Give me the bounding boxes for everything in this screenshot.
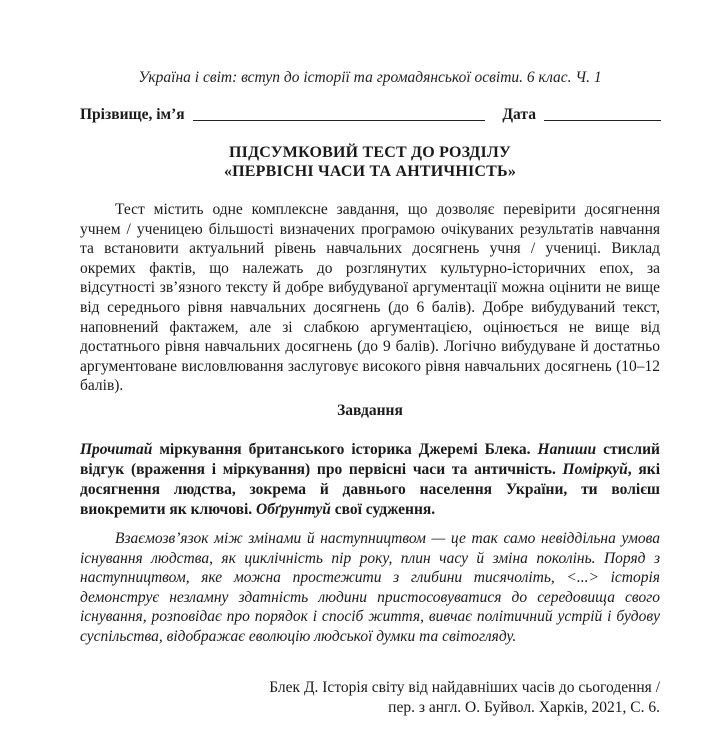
title-line-1: ПІДСУМКОВИЙ ТЕСТ ДО РОЗДІЛУ	[229, 144, 511, 161]
title-line-2: «ПЕРВІСНІ ЧАСИ ТА АНТИЧНІСТЬ»	[223, 163, 517, 180]
task-text-1: міркування британського історика Джеремі Блека.	[152, 441, 538, 458]
task-verb-read: Прочитай	[80, 441, 153, 458]
task-verb-think: Поміркуй	[562, 461, 628, 478]
source-line-1: Блек Д. Історія світу від найдавніших часів до сьогодення /	[269, 679, 660, 696]
date-label: Дата	[502, 106, 536, 123]
test-title	[80, 143, 660, 181]
task-text-2: стислий відгук (враження і міркування) про первісні часи та античність.	[80, 441, 660, 478]
name-field[interactable]	[193, 107, 485, 121]
quote-source	[140, 678, 660, 718]
task-heading: Завдання	[337, 402, 403, 419]
name-label: Прізвище, ім’я	[80, 106, 185, 123]
book-header: Україна і світ: вступ до історії та громадянської освіти. 6 клас. Ч. 1	[138, 69, 602, 86]
task-text-4: свої судження.	[330, 501, 436, 518]
student-info-line	[80, 106, 660, 124]
task-verb-write: Напиши	[537, 441, 597, 458]
task-instructions	[80, 440, 660, 520]
quote-paragraph: Взаємозв’язок між змінами й наступництвом — це так само невіддільна умова існування людства, як циклічність пір року, плин часу й зміна поколінь. Поряд з наступництвом, яке можна простежити з глибини тисячоліть, <...> історія демонструє незламну здатність людини пристосовуватися до середовища свого існування, розповідає про порядок і спосіб життя, вивчає політичний устрій і будову суспільства, відображає еволюцію людської думки та світогляду.	[80, 530, 660, 645]
task-verb-justify: Обґрунтуй	[256, 501, 331, 518]
source-line-2: пер. з англ. О. Буйвол. Харків, 2021, С. 6.	[388, 699, 660, 716]
task-text-3: , які досягнення людства, зокрема й давнього населення України, ти волієш виокремити як ключові.	[80, 461, 660, 518]
intro-paragraph: Тест містить одне комплексне завдання, що дозволяє перевірити досягнення учнем / ученицею більшості визначених програмою очікуваних результатів навчання та встановити актуальний рівень навчальних досягнень учня / учениці. Виклад окремих фактів, що належать до розглянутих культурно-історичних епох, за відсутності зв’язного тексту й добре вибудуваної аргументації можна оцінити не вище від середнього рівня навчальних досягнень (до 6 балів). Добре вибудуваний текст, наповнений фактажем, але зі слабкою аргументацією, оцінюється не вище від достатнього рівня навчальних досягнень (до 9 балів). Логічно вибудуване й достатньо аргументоване висловлювання заслуговує високого рівня навчальних досягнень (10–12 балів).	[80, 201, 660, 395]
date-field[interactable]	[544, 107, 661, 121]
